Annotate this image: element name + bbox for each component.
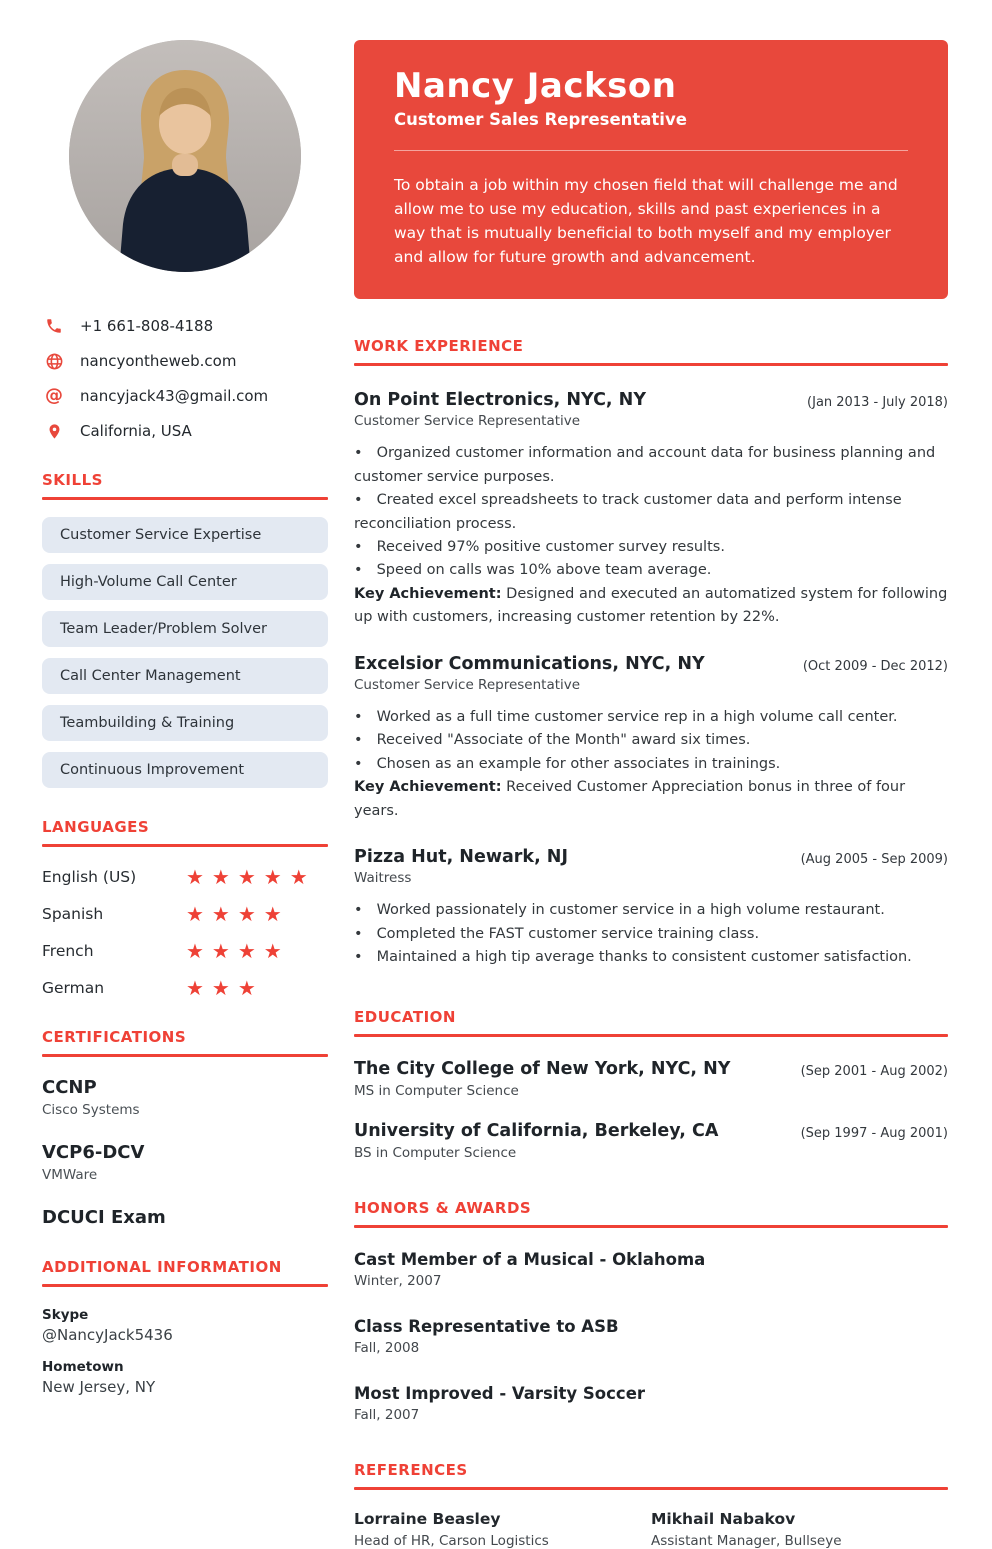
phone-icon (44, 316, 64, 336)
additional-info-label: Skype (42, 1307, 89, 1323)
additional-info-label: Hometown (42, 1359, 124, 1375)
reference-entry (354, 1510, 651, 1549)
key-achievement: Key Achievement: Designed and executed an automatized system for following up with customers, increasing customer retention by 22%. (354, 585, 948, 626)
job-details (354, 899, 948, 969)
education-entry (354, 1059, 948, 1099)
honor-name: Cast Member of a Musical - Oklahoma (354, 1249, 706, 1269)
skills-section (42, 471, 328, 788)
language-row (42, 904, 328, 924)
languages-list (42, 867, 328, 998)
job-dates: (Oct 2009 - Dec 2012) (802, 658, 948, 674)
additional-info-section (42, 1258, 328, 1396)
additional-info-rule (42, 1284, 328, 1287)
languages-section (42, 818, 328, 998)
bullet-icon: • (354, 949, 363, 966)
certification-name: VCP6-DCV (42, 1142, 145, 1163)
bullet-icon: • (354, 492, 363, 509)
job-bullet: • Worked as a full time customer service rep in a high volume call center. (354, 708, 898, 725)
education-title: EDUCATION (354, 1007, 456, 1026)
job-role: Waitress (354, 870, 412, 887)
honor-date: Fall, 2008 (354, 1339, 420, 1356)
school-name: The City College of New York, NYC, NY (354, 1058, 731, 1079)
contact-website-text: nancyontheweb.com (80, 352, 237, 370)
language-name: English (US) (42, 868, 137, 886)
education-rule (354, 1034, 948, 1037)
job-bullet: • Created excel spreadsheets to track customer data and perform intense reconciliation process. (354, 492, 902, 532)
skills-rule (42, 497, 328, 500)
email-icon: @ (45, 385, 63, 406)
candidate-name: Nancy Jackson (394, 66, 677, 106)
certification-name: DCUCI Exam (42, 1207, 166, 1228)
key-achievement: Key Achievement: Received Customer Appreciation bonus in three of four years. (354, 779, 906, 819)
skill-pill: Teambuilding & Training (42, 705, 328, 741)
skill-pill: Continuous Improvement (42, 752, 328, 788)
job-bullet: • Received "Associate of the Month" award six times. (354, 732, 751, 749)
skill-pill: Customer Service Expertise (42, 517, 328, 553)
references-title: REFERENCES (354, 1460, 468, 1479)
languages-title: LANGUAGES (42, 818, 150, 836)
work-experience-section (354, 337, 948, 970)
profile-photo (69, 40, 301, 272)
reference-entry (651, 1510, 948, 1549)
education-entry (354, 1121, 948, 1161)
references-list (354, 1510, 948, 1549)
reference-role: Assistant Manager, Bullseye (651, 1532, 842, 1549)
job-bullet: • Organized customer information and account data for business planning and customer service purposes. (354, 445, 936, 485)
honor-entry (354, 1317, 948, 1356)
skill-pill: Call Center Management (42, 658, 328, 694)
contact-location (44, 421, 328, 441)
honors-title: HONORS & AWARDS (354, 1198, 532, 1217)
additional-info-title: ADDITIONAL INFORMATION (42, 1258, 282, 1276)
certifications-title: CERTIFICATIONS (42, 1028, 187, 1046)
degree: BS in Computer Science (354, 1144, 517, 1161)
job-company: Pizza Hut, Newark, NJ (354, 847, 568, 868)
contact-phone (44, 316, 328, 336)
additional-info-item (42, 1307, 328, 1344)
additional-info-list (42, 1307, 328, 1396)
education-section (354, 1008, 948, 1161)
job-bullet: • Received 97% positive customer survey results. (354, 539, 725, 555)
reference-role: Head of HR, Carson Logistics (354, 1532, 549, 1549)
language-name: German (42, 979, 105, 997)
school-dates: (Sep 2001 - Aug 2002) (800, 1063, 948, 1079)
bullet-icon: • (354, 539, 363, 555)
bullet-icon: • (354, 708, 363, 725)
certification-item (42, 1077, 328, 1118)
job-dates: (Jan 2013 - July 2018) (807, 395, 948, 411)
skill-pill: High-Volume Call Center (42, 564, 328, 600)
job-bullet: • Maintained a high tip average thanks to consistent customer satisfaction. (354, 949, 912, 966)
reference-name: Lorraine Beasley (354, 1509, 501, 1528)
contact-list (44, 316, 328, 441)
reference-name: Mikhail Nabakov (651, 1509, 796, 1528)
certifications-section (42, 1028, 328, 1228)
star-rating: ★★★★ (186, 902, 290, 926)
job-details (354, 442, 948, 630)
additional-info-item (42, 1359, 328, 1396)
school-dates: (Sep 1997 - Aug 2001) (800, 1125, 948, 1141)
bullet-icon: • (354, 755, 363, 772)
skills-list (42, 517, 328, 788)
star-rating: ★★★★★ (186, 865, 316, 889)
additional-info-value: New Jersey, NY (42, 1378, 156, 1396)
star-rating: ★★★★ (186, 939, 290, 963)
bullet-icon: • (354, 445, 363, 462)
degree: MS in Computer Science (354, 1082, 519, 1099)
references-rule (354, 1487, 948, 1490)
languages-rule (42, 844, 328, 847)
bullet-icon: • (354, 562, 363, 579)
certification-item (42, 1142, 328, 1183)
skill-pill: Team Leader/Problem Solver (42, 611, 328, 647)
contact-email-text: nancyjack43@gmail.com (80, 387, 269, 405)
left-sidebar (42, 40, 328, 1404)
language-row (42, 941, 328, 961)
honor-name: Class Representative to ASB (354, 1316, 619, 1336)
honor-date: Fall, 2007 (354, 1406, 420, 1423)
certification-org: Cisco Systems (42, 1102, 140, 1118)
language-name: Spanish (42, 905, 104, 923)
honor-entry (354, 1384, 948, 1423)
skills-title: SKILLS (42, 471, 103, 489)
job-bullet: • Worked passionately in customer service in a high volume restaurant. (354, 902, 885, 919)
job-company: On Point Electronics, NYC, NY (354, 390, 646, 411)
main-column (354, 40, 948, 1549)
bullet-icon: • (354, 902, 363, 919)
certification-item (42, 1207, 328, 1228)
star-rating: ★★★ (186, 976, 264, 1000)
job-header (354, 390, 948, 410)
candidate-title: Customer Sales Representative (394, 110, 687, 129)
honor-date: Winter, 2007 (354, 1272, 442, 1289)
job-dates: (Aug 2005 - Sep 2009) (800, 852, 948, 868)
profile-photo-illustration (69, 40, 301, 272)
banner-divider (394, 150, 908, 151)
job-bullet: • Speed on calls was 10% above team average. (354, 562, 712, 579)
contact-phone-text: +1 661-808-4188 (80, 317, 214, 335)
bullet-icon: • (354, 925, 363, 942)
job-role: Customer Service Representative (354, 413, 581, 430)
school-name: University of California, Berkeley, CA (354, 1120, 719, 1141)
additional-info-value: @NancyJack5436 (42, 1326, 173, 1344)
location-icon (44, 421, 64, 441)
honors-section (354, 1199, 948, 1423)
job-bullet: • Completed the FAST customer service training class. (354, 925, 760, 942)
certification-org: VMWare (42, 1167, 98, 1183)
header-banner (354, 40, 948, 299)
language-row (42, 867, 328, 887)
references-section (354, 1461, 948, 1549)
honor-name: Most Improved - Varsity Soccer (354, 1383, 646, 1403)
contact-website (44, 351, 328, 371)
globe-icon (44, 351, 64, 371)
work-experience-rule (354, 363, 948, 366)
job-entry (354, 390, 948, 630)
job-company: Excelsior Communications, NYC, NY (354, 653, 705, 674)
job-header (354, 847, 948, 867)
job-role: Customer Service Representative (354, 676, 581, 693)
bullet-icon: • (354, 732, 363, 749)
job-bullet: • Chosen as an example for other associates in trainings. (354, 755, 781, 772)
contact-email (44, 386, 328, 406)
work-experience-title: WORK EXPERIENCE (354, 337, 524, 356)
certification-name: CCNP (42, 1077, 97, 1098)
job-header (354, 654, 948, 674)
job-entry (354, 654, 948, 823)
job-details (354, 706, 948, 823)
objective-summary: To obtain a job within my chosen field that will challenge me and allow me to use my education, skills and past experiences in a way that is mutually beneficial to both myself and my employer and allow for future growth and advancement. (394, 176, 898, 267)
certifications-rule (42, 1054, 328, 1057)
honors-rule (354, 1225, 948, 1228)
honor-entry (354, 1250, 948, 1289)
job-entry (354, 847, 948, 969)
language-row (42, 978, 328, 998)
language-name: French (42, 942, 94, 960)
contact-location-text: California, USA (80, 422, 192, 440)
